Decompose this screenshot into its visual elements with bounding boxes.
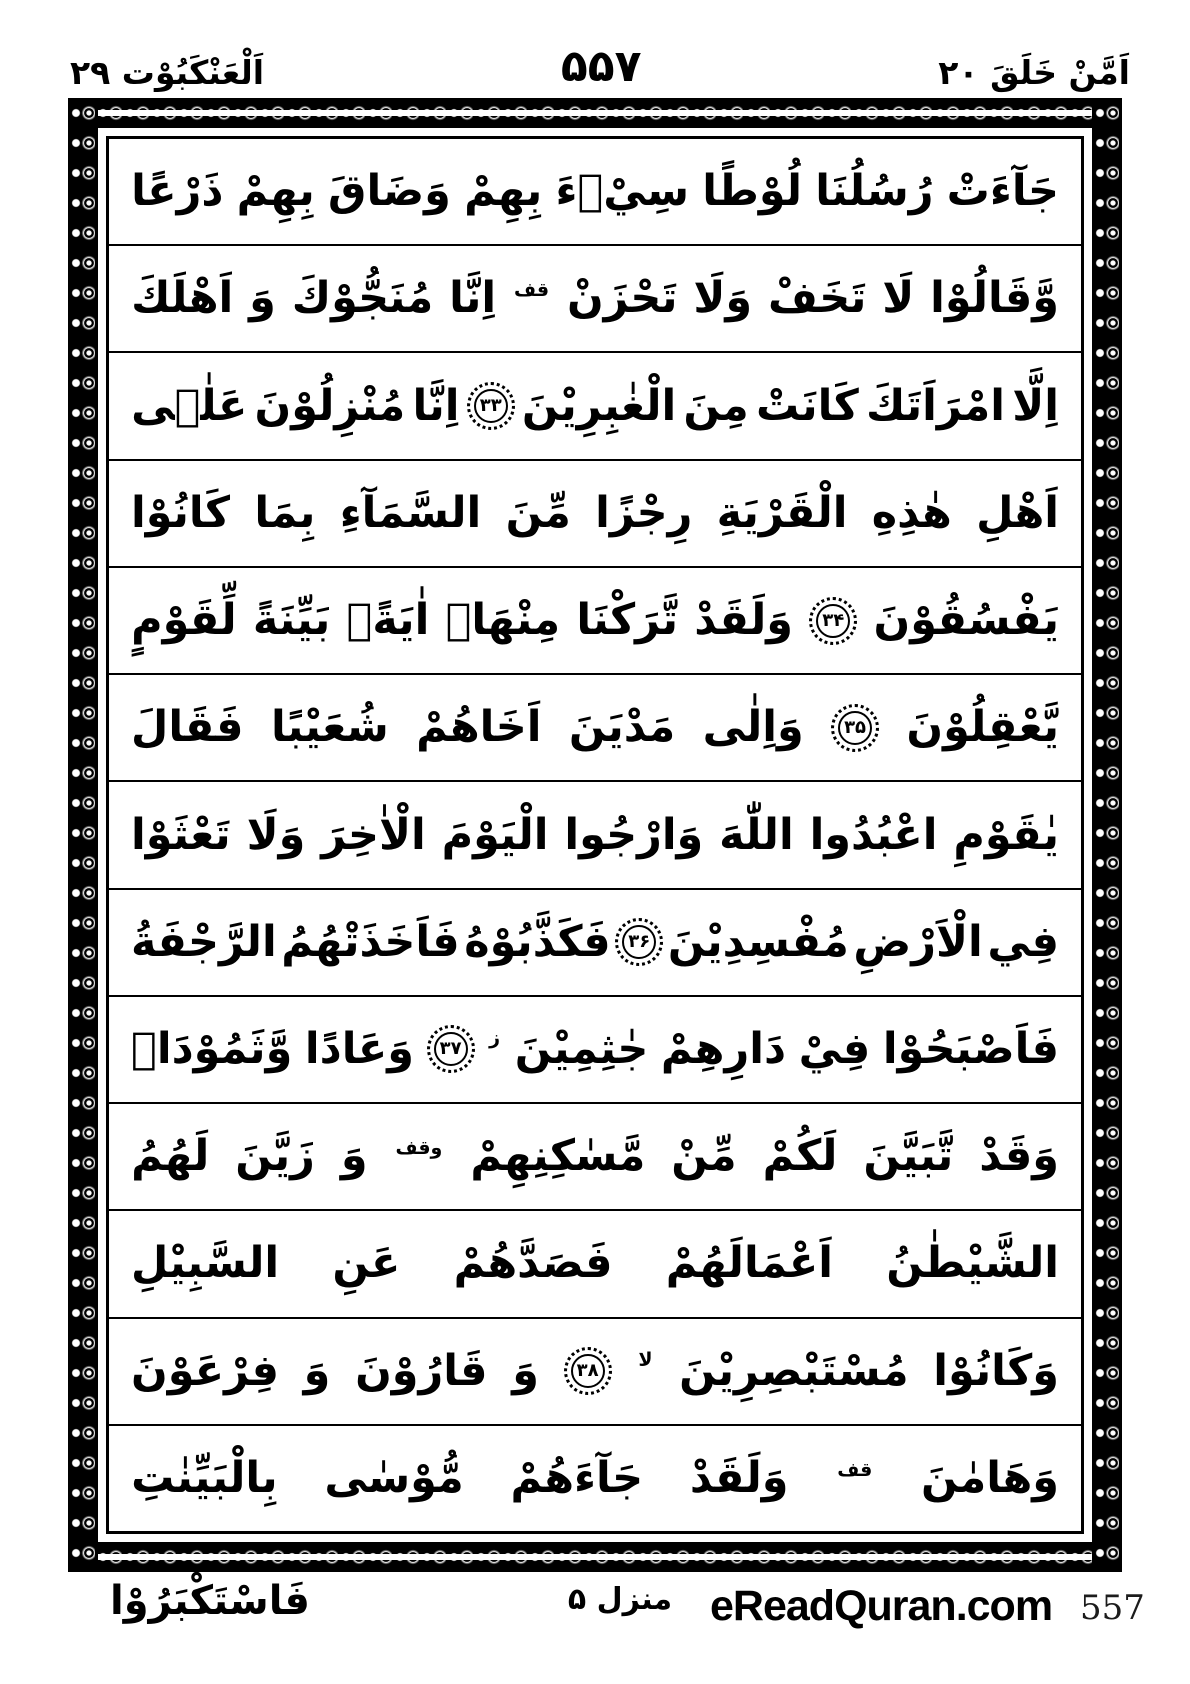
surah-name-label: اَلْعَنْكَبُوْت ۲۹ (70, 53, 265, 92)
quran-line-row (109, 1211, 1081, 1318)
page-number-arabic: ۵۵۷ (560, 41, 642, 92)
ayah-word: الشَّيْطٰنُ (886, 1238, 1059, 1289)
ayah-word: جَآءَتْ (946, 166, 1059, 217)
manzil-label: منزل ۵ (567, 1582, 673, 1617)
ayah-word: قَارُوْنَ (355, 1345, 488, 1396)
ayah-word: فِرْعَوْنَ (131, 1345, 279, 1396)
verse-number: ۳۷ (434, 1032, 468, 1066)
ayah-word: وَضَاقَ (328, 166, 451, 217)
ayah-word: يَّعْقِلُوْنَ (906, 702, 1059, 753)
catchword-next-page: فَاسْتَكْبَرُوْا (110, 1578, 310, 1624)
ayah-word: عَلٰۤى (131, 380, 248, 431)
ayah-word: بِالْبَيِّنٰتِ (131, 1452, 278, 1503)
verse-number: ۳۶ (622, 925, 656, 959)
inner-panel (98, 128, 1092, 1542)
ayah-word: تَخَفْ (768, 273, 867, 324)
ayah-word: وَعَادًا (304, 1023, 414, 1074)
ayah-word: الرَّجْفَةُ (131, 916, 277, 967)
ayah-word: فَقَالَ (131, 702, 244, 753)
ayah-word: مَّسٰكِنِهِمْ (470, 1131, 646, 1182)
ayah-word: بَيِّنَةً (252, 595, 331, 646)
ayah-word: وَلَقَدْ (694, 595, 793, 646)
ayah-word: فَاَصْبَحُوْا (882, 1023, 1059, 1074)
verse-end-medallion (809, 597, 857, 645)
page-number-latin: 557 (1080, 1588, 1145, 1628)
ornamental-frame (68, 98, 1122, 1572)
quran-line-row (109, 139, 1081, 246)
ayah-word: السَّبِيْلِ (131, 1238, 280, 1289)
quran-line-row (109, 1104, 1081, 1211)
ayah-word: اٰيَةًۢ (346, 595, 430, 646)
ayah-word: مَدْيَنَ (568, 702, 676, 753)
verse-end-medallion (831, 704, 879, 752)
ayah-word: الْاَرْضِ (853, 916, 983, 967)
ayah-word: وَ (340, 1131, 368, 1182)
ayah-word: مِّنَ (505, 487, 571, 538)
quran-line (109, 166, 1081, 217)
quran-line-row (109, 568, 1081, 675)
quran-line (109, 597, 1081, 645)
stop-mark: لا (638, 1349, 653, 1372)
ayah-word: كَانَتْ (755, 380, 859, 431)
ayah-word: فَاَخَذَتْهُمُ (281, 916, 460, 967)
quran-line-row (109, 1426, 1081, 1531)
verse-end-medallion (615, 918, 663, 966)
ayah-word: فَصَدَّهُمْ (453, 1238, 613, 1289)
ayah-word: جٰثِمِيْنَ (514, 1023, 649, 1074)
quran-line-row (109, 997, 1081, 1104)
border-ornament-right (1092, 98, 1122, 1572)
ayah-word: وَ (512, 1345, 539, 1396)
ayah-word: اِنَّا (412, 380, 460, 431)
ayah-word: ذَرْعًا (131, 166, 224, 217)
verse-number: ۳۸ (571, 1354, 605, 1388)
ayah-word: مُنَجُّوْكَ (291, 273, 434, 324)
quran-line (109, 382, 1081, 430)
quran-line (109, 487, 1081, 538)
ayah-word: وَكَانُوْا (933, 1345, 1059, 1396)
ayah-word: وَلَا (693, 273, 753, 324)
quran-line-row (109, 246, 1081, 353)
ayah-word: وَ (303, 1345, 331, 1396)
quran-line-row (109, 782, 1081, 889)
ayah-word: مِّنْ (671, 1131, 737, 1182)
ayah-word: مِنْهَاۤ (445, 595, 561, 646)
quran-line (109, 1131, 1081, 1182)
ayah-word: مِنَ (683, 380, 749, 431)
verse-end-medallion (427, 1025, 475, 1073)
quran-line (109, 273, 1081, 324)
border-ornament-bottom (68, 1542, 1122, 1572)
ayah-word: الْقَرْيَةِ (716, 487, 848, 538)
watermark-text: eReadQuran.com (710, 1582, 1053, 1630)
quran-line (109, 1452, 1081, 1503)
ayah-word: اِنَّا (449, 273, 497, 324)
ayah-word: بِهِمْ (236, 166, 315, 217)
ayah-word: وَلَقَدْ (689, 1452, 789, 1503)
ayah-word: سِيْۤءَ (555, 166, 690, 217)
ayah-word: جَآءَهُمْ (510, 1452, 644, 1503)
ayah-word: وَارْجُوا (564, 809, 704, 860)
ayah-word: وَقَدْ (979, 1131, 1059, 1182)
ayah-word: بِمَا (254, 487, 316, 538)
ayah-word: اَهْلِ (976, 487, 1059, 538)
ayah-word: عَنِ (332, 1238, 401, 1289)
ayah-word: لَهُمُ (131, 1131, 210, 1182)
ayah-word: وَّثَمُوْدَا۟ (131, 1023, 293, 1074)
mushaf-text-area (106, 136, 1084, 1534)
verse-number: ۳۵ (838, 711, 872, 745)
ayah-word: شُعَيْبًا (270, 702, 389, 753)
ayah-word: السَّمَآءِ (339, 487, 482, 538)
ayah-word: مُسْتَبْصِرِيْنَ (679, 1345, 909, 1396)
ayah-word: وَهَامٰنَ (920, 1452, 1059, 1503)
verse-end-medallion (467, 382, 515, 430)
quran-line (109, 918, 1081, 966)
ayah-word: لِّقَوْمٍ (131, 595, 237, 646)
stop-mark: قف (837, 1458, 873, 1481)
stop-mark: قف (514, 279, 550, 302)
ayah-word: اِلَّا (1012, 380, 1059, 431)
quran-line (109, 704, 1081, 752)
ayah-word: فِي (987, 916, 1059, 967)
ayah-word: تَّرَكْنَا (576, 595, 679, 646)
verse-number: ۳۳ (474, 389, 508, 423)
ayah-word: بِهِمْ (464, 166, 543, 217)
ayah-word: فَكَذَّبُوْهُ (464, 916, 611, 967)
ayah-word: تَعْثَوْا (131, 809, 231, 860)
ayah-word: كَانُوْا (131, 487, 231, 538)
ayah-word: فِيْ (798, 1023, 871, 1074)
ayah-word: الْغٰبِرِيْنَ (521, 380, 677, 431)
stop-mark: ز (489, 1027, 501, 1050)
quran-line-row (109, 675, 1081, 782)
ayah-word: وَاِلٰى (702, 702, 804, 753)
page-header (70, 28, 1130, 92)
quran-line-row (109, 461, 1081, 568)
ayah-word: يٰقَوْمِ (953, 809, 1059, 860)
ayah-word: اَخَاهُمْ (416, 702, 542, 753)
quran-line (109, 1025, 1081, 1073)
ayah-word: تَحْزَنْ (566, 273, 678, 324)
quran-line (109, 1238, 1081, 1289)
ayah-word: لَكُمْ (762, 1131, 838, 1182)
quran-line-row (109, 353, 1081, 460)
ayah-word: زَيَّنَ (235, 1131, 315, 1182)
ayah-word: لُوْطًا (702, 166, 803, 217)
verse-end-medallion (564, 1347, 612, 1395)
ayah-word: تَّبَيَّنَ (863, 1131, 954, 1182)
ayah-word: رِجْزًا (595, 487, 693, 538)
ayah-word: اَهْلَكَ (131, 273, 234, 324)
quran-line-row (109, 1319, 1081, 1426)
ayah-word: اَعْمَالَهُمْ (665, 1238, 834, 1289)
ayah-word: مُفْسِدِيْنَ (667, 916, 849, 967)
ayah-word: هٰذِهِ (871, 487, 952, 538)
ayah-word: الْاٰخِرَ (321, 809, 426, 860)
ayah-word: امْرَاَتَكَ (865, 380, 1006, 431)
ayah-word: دَارِهِمْ (660, 1023, 787, 1074)
ayah-word: اللّٰهَ (719, 809, 794, 860)
ayah-word: لَا (882, 273, 915, 324)
ayah-word: وَ (249, 273, 276, 324)
ayah-word: وَّقَالُوْا (930, 273, 1059, 324)
ayah-word: يَفْسُقُوْنَ (873, 595, 1059, 646)
juz-name-label: اَمَّنْ خَلَقَ ۲۰ (938, 53, 1130, 92)
quran-line (109, 1347, 1081, 1395)
border-ornament-top (68, 98, 1122, 128)
ayah-word: مُّوْسٰى (324, 1452, 464, 1503)
ayah-word: الْيَوْمَ (441, 809, 549, 860)
ayah-word: مُنْزِلُوْنَ (254, 380, 406, 431)
verse-number: ۳۴ (816, 604, 850, 638)
quran-line (109, 809, 1081, 860)
ayah-word: رُسُلُنَا (815, 166, 934, 217)
quran-line-row (109, 890, 1081, 997)
ayah-word: اعْبُدُوا (809, 809, 938, 860)
ayah-word: وَلَا (246, 809, 306, 860)
stop-mark: وقف (395, 1137, 443, 1160)
border-ornament-left (68, 98, 98, 1572)
